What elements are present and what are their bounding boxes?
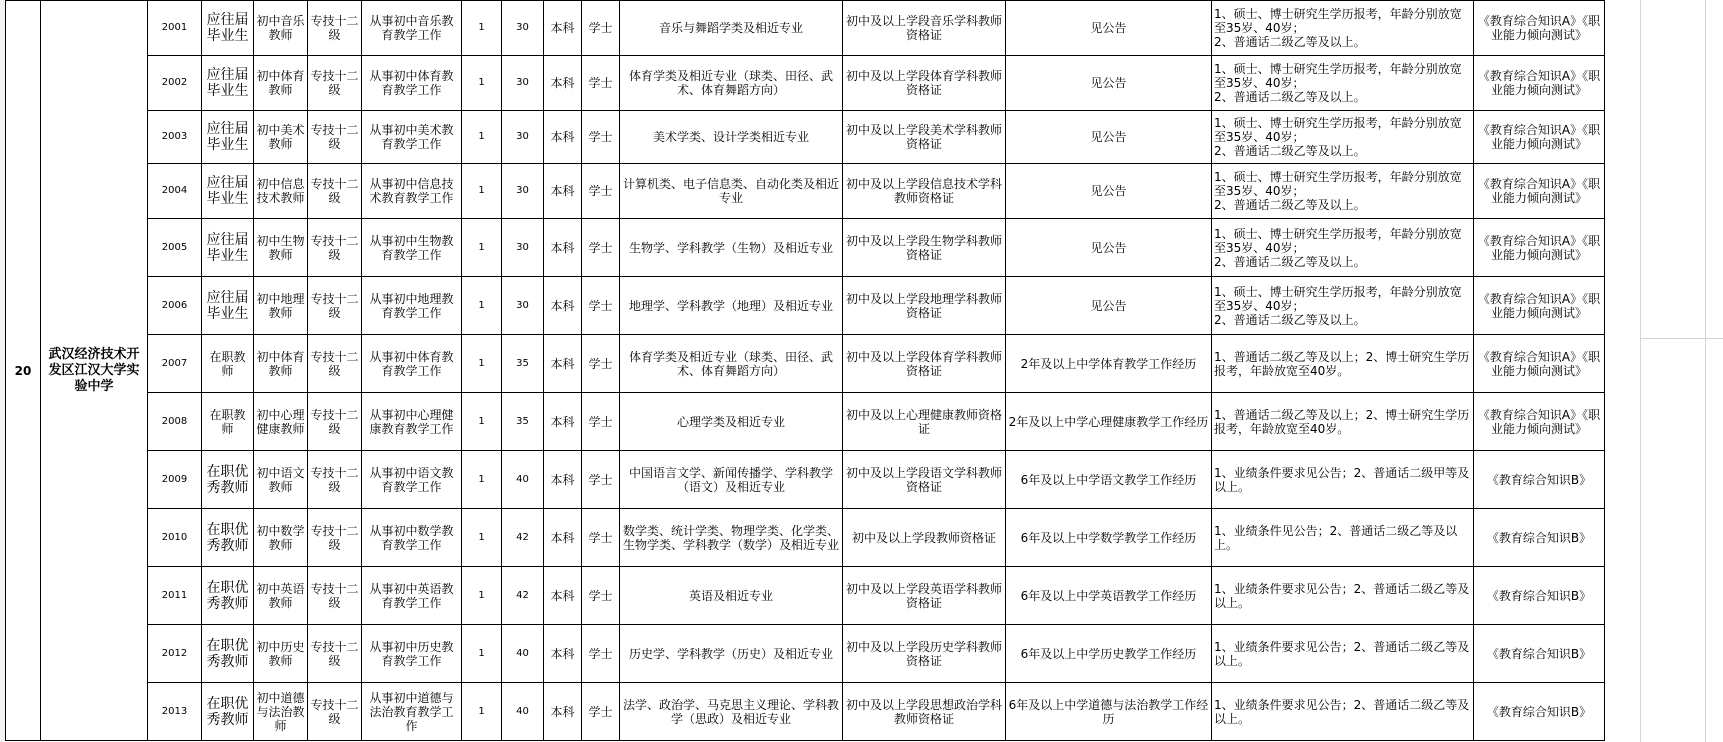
post-grade: 专技十二级 xyxy=(308,683,362,741)
degree: 学士 xyxy=(582,683,620,741)
certificate: 初中及以上心理健康教师资格证 xyxy=(843,393,1006,451)
post-grade: 专技十二级 xyxy=(308,1,362,56)
post-name: 初中历史教师 xyxy=(254,625,308,683)
max-age: 42 xyxy=(502,567,544,625)
major: 心理学类及相近专业 xyxy=(620,393,843,451)
sheet-gridline xyxy=(1640,338,1723,339)
max-age: 30 xyxy=(502,219,544,277)
applicant-type: 在职优秀教师 xyxy=(202,509,254,567)
job-code: 2004 xyxy=(148,164,202,219)
sheet-gridline xyxy=(1705,0,1706,742)
post-name: 初中生物教师 xyxy=(254,219,308,277)
recruitment-table xyxy=(5,0,1610,741)
empty-cell xyxy=(1605,451,1610,509)
exam-subjects: 《教育综合知识A》《职业能力倾向测试》 xyxy=(1474,111,1605,164)
empty-cell xyxy=(1605,335,1610,393)
post-name: 初中体育教师 xyxy=(254,335,308,393)
experience: 6年及以上中学历史教学工作经历 xyxy=(1006,625,1212,683)
empty-cell xyxy=(1605,1,1610,56)
degree: 学士 xyxy=(582,335,620,393)
education: 本科 xyxy=(544,56,582,111)
post-grade: 专技十二级 xyxy=(308,335,362,393)
post-name: 初中地理教师 xyxy=(254,277,308,335)
post-name: 初中英语教师 xyxy=(254,567,308,625)
major: 生物学、学科教学（生物）及相近专业 xyxy=(620,219,843,277)
empty-cell xyxy=(1605,219,1610,277)
job-code: 2007 xyxy=(148,335,202,393)
post-name: 初中数学教师 xyxy=(254,509,308,567)
hire-count: 1 xyxy=(462,335,502,393)
other-requirements: 1、普通话二级乙等及以上；2、博士研究生学历报考，年龄放宽至40岁。 xyxy=(1212,393,1474,451)
major: 体育学类及相近专业（球类、田径、武术、体育舞蹈方向） xyxy=(620,335,843,393)
hire-count: 1 xyxy=(462,451,502,509)
exam-subjects: 《教育综合知识B》 xyxy=(1474,509,1605,567)
job-duty: 从事初中生物教育教学工作 xyxy=(362,219,462,277)
post-grade: 专技十二级 xyxy=(308,56,362,111)
experience: 6年及以上中学数学教学工作经历 xyxy=(1006,509,1212,567)
applicant-type: 应往届毕业生 xyxy=(202,164,254,219)
other-requirements: 1、业绩条件要求见公告；2、普通话二级乙等及以上。 xyxy=(1212,625,1474,683)
other-requirements: 1、硕士、博士研究生学历报考，年龄分别放宽至35岁、40岁； 2、普通话二级乙等及以上。 xyxy=(1212,219,1474,277)
hire-count: 1 xyxy=(462,277,502,335)
table-row xyxy=(6,567,1610,625)
table-row xyxy=(6,164,1610,219)
job-duty: 从事初中心理健康教育教学工作 xyxy=(362,393,462,451)
applicant-type: 应往届毕业生 xyxy=(202,277,254,335)
max-age: 30 xyxy=(502,277,544,335)
post-grade: 专技十二级 xyxy=(308,567,362,625)
job-code: 2006 xyxy=(148,277,202,335)
education: 本科 xyxy=(544,509,582,567)
education: 本科 xyxy=(544,111,582,164)
certificate: 初中及以上学段体育学科教师资格证 xyxy=(843,56,1006,111)
table-row xyxy=(6,111,1610,164)
post-name: 初中道德与法治教师 xyxy=(254,683,308,741)
hire-count: 1 xyxy=(462,1,502,56)
unit-index: 20 xyxy=(6,1,41,741)
unit-name: 武汉经济技术开发区江汉大学实验中学 xyxy=(41,1,148,741)
applicant-type: 应往届毕业生 xyxy=(202,1,254,56)
table-row xyxy=(6,683,1610,741)
major: 英语及相近专业 xyxy=(620,567,843,625)
exam-subjects: 《教育综合知识A》《职业能力倾向测试》 xyxy=(1474,164,1605,219)
table-row xyxy=(6,219,1610,277)
certificate: 初中及以上学段语文学科教师资格证 xyxy=(843,451,1006,509)
job-code: 2002 xyxy=(148,56,202,111)
max-age: 35 xyxy=(502,393,544,451)
empty-cell xyxy=(1605,625,1610,683)
certificate: 初中及以上学段地理学科教师资格证 xyxy=(843,277,1006,335)
max-age: 40 xyxy=(502,683,544,741)
major: 音乐与舞蹈学类及相近专业 xyxy=(620,1,843,56)
exam-subjects: 《教育综合知识A》《职业能力倾向测试》 xyxy=(1474,219,1605,277)
certificate: 初中及以上学段生物学科教师资格证 xyxy=(843,219,1006,277)
max-age: 30 xyxy=(502,111,544,164)
experience: 见公告 xyxy=(1006,219,1212,277)
hire-count: 1 xyxy=(462,625,502,683)
post-grade: 专技十二级 xyxy=(308,277,362,335)
exam-subjects: 《教育综合知识B》 xyxy=(1474,567,1605,625)
job-duty: 从事初中道德与法治教育教学工作 xyxy=(362,683,462,741)
major: 美术学类、设计学类相近专业 xyxy=(620,111,843,164)
education: 本科 xyxy=(544,451,582,509)
other-requirements: 1、硕士、博士研究生学历报考，年龄分别放宽至35岁、40岁； 2、普通话二级乙等及以上。 xyxy=(1212,111,1474,164)
max-age: 30 xyxy=(502,1,544,56)
post-grade: 专技十二级 xyxy=(308,164,362,219)
table-row xyxy=(6,393,1610,451)
education: 本科 xyxy=(544,335,582,393)
major: 数学类、统计学类、物理学类、化学类、生物学类、学科教学（数学）及相近专业 xyxy=(620,509,843,567)
exam-subjects: 《教育综合知识A》《职业能力倾向测试》 xyxy=(1474,1,1605,56)
hire-count: 1 xyxy=(462,56,502,111)
applicant-type: 在职优秀教师 xyxy=(202,567,254,625)
table-row xyxy=(6,277,1610,335)
max-age: 42 xyxy=(502,509,544,567)
job-duty: 从事初中信息技术教育教学工作 xyxy=(362,164,462,219)
job-duty: 从事初中美术教育教学工作 xyxy=(362,111,462,164)
certificate: 初中及以上学段英语学科教师资格证 xyxy=(843,567,1006,625)
other-requirements: 1、业绩条件要求见公告；2、普通话二级乙等及以上。 xyxy=(1212,683,1474,741)
exam-subjects: 《教育综合知识A》《职业能力倾向测试》 xyxy=(1474,277,1605,335)
max-age: 30 xyxy=(502,56,544,111)
other-requirements: 1、硕士、博士研究生学历报考，年龄分别放宽至35岁、40岁； 2、普通话二级乙等及以上。 xyxy=(1212,1,1474,56)
major: 体育学类及相近专业（球类、田径、武术、体育舞蹈方向） xyxy=(620,56,843,111)
table-row xyxy=(6,1,1610,56)
max-age: 30 xyxy=(502,164,544,219)
job-duty: 从事初中音乐教育教学工作 xyxy=(362,1,462,56)
education: 本科 xyxy=(544,1,582,56)
max-age: 35 xyxy=(502,335,544,393)
job-duty: 从事初中数学教育教学工作 xyxy=(362,509,462,567)
exam-subjects: 《教育综合知识A》《职业能力倾向测试》 xyxy=(1474,56,1605,111)
job-duty: 从事初中历史教育教学工作 xyxy=(362,625,462,683)
experience: 见公告 xyxy=(1006,56,1212,111)
experience: 2年及以上中学体育教学工作经历 xyxy=(1006,335,1212,393)
empty-cell xyxy=(1605,393,1610,451)
job-duty: 从事初中英语教育教学工作 xyxy=(362,567,462,625)
applicant-type: 在职优秀教师 xyxy=(202,683,254,741)
table-row xyxy=(6,625,1610,683)
job-code: 2011 xyxy=(148,567,202,625)
degree: 学士 xyxy=(582,277,620,335)
education: 本科 xyxy=(544,219,582,277)
empty-cell xyxy=(1605,683,1610,741)
degree: 学士 xyxy=(582,111,620,164)
post-grade: 专技十二级 xyxy=(308,111,362,164)
other-requirements: 1、硕士、博士研究生学历报考，年龄分别放宽至35岁、40岁； 2、普通话二级乙等及以上。 xyxy=(1212,56,1474,111)
certificate: 初中及以上学段美术学科教师资格证 xyxy=(843,111,1006,164)
job-duty: 从事初中体育教育教学工作 xyxy=(362,56,462,111)
other-requirements: 1、业绩条件见公告；2、普通话二级乙等及以上。 xyxy=(1212,509,1474,567)
degree: 学士 xyxy=(582,1,620,56)
applicant-type: 在职教师 xyxy=(202,335,254,393)
other-requirements: 1、普通话二级乙等及以上；2、博士研究生学历报考，年龄放宽至40岁。 xyxy=(1212,335,1474,393)
job-code: 2012 xyxy=(148,625,202,683)
other-requirements: 1、业绩条件要求见公告；2、普通话二级甲等及以上。 xyxy=(1212,451,1474,509)
education: 本科 xyxy=(544,683,582,741)
empty-cell xyxy=(1605,164,1610,219)
table-row xyxy=(6,335,1610,393)
hire-count: 1 xyxy=(462,393,502,451)
post-grade: 专技十二级 xyxy=(308,219,362,277)
empty-cell xyxy=(1605,509,1610,567)
post-grade: 专技十二级 xyxy=(308,393,362,451)
hire-count: 1 xyxy=(462,164,502,219)
empty-cell xyxy=(1605,111,1610,164)
job-code: 2005 xyxy=(148,219,202,277)
experience: 6年及以上中学英语教学工作经历 xyxy=(1006,567,1212,625)
applicant-type: 应往届毕业生 xyxy=(202,56,254,111)
certificate: 初中及以上学段体育学科教师资格证 xyxy=(843,335,1006,393)
experience: 6年及以上中学语文教学工作经历 xyxy=(1006,451,1212,509)
exam-subjects: 《教育综合知识A》《职业能力倾向测试》 xyxy=(1474,393,1605,451)
other-requirements: 1、硕士、博士研究生学历报考，年龄分别放宽至35岁、40岁； 2、普通话二级乙等及以上。 xyxy=(1212,277,1474,335)
experience: 见公告 xyxy=(1006,164,1212,219)
major: 计算机类、电子信息类、自动化类及相近专业 xyxy=(620,164,843,219)
hire-count: 1 xyxy=(462,683,502,741)
degree: 学士 xyxy=(582,509,620,567)
job-duty: 从事初中地理教育教学工作 xyxy=(362,277,462,335)
job-duty: 从事初中体育教育教学工作 xyxy=(362,335,462,393)
certificate: 初中及以上学段教师资格证 xyxy=(843,509,1006,567)
degree: 学士 xyxy=(582,56,620,111)
job-code: 2008 xyxy=(148,393,202,451)
empty-cell xyxy=(1605,277,1610,335)
education: 本科 xyxy=(544,277,582,335)
degree: 学士 xyxy=(582,451,620,509)
applicant-type: 应往届毕业生 xyxy=(202,219,254,277)
empty-cell xyxy=(1605,56,1610,111)
degree: 学士 xyxy=(582,393,620,451)
job-duty: 从事初中语文教育教学工作 xyxy=(362,451,462,509)
sheet-gridline xyxy=(1640,0,1641,742)
empty-cell xyxy=(1605,567,1610,625)
job-code: 2009 xyxy=(148,451,202,509)
job-code: 2003 xyxy=(148,111,202,164)
major: 法学、政治学、马克思主义理论、学科教学（思政）及相近专业 xyxy=(620,683,843,741)
post-name: 初中体育教师 xyxy=(254,56,308,111)
hire-count: 1 xyxy=(462,111,502,164)
exam-subjects: 《教育综合知识B》 xyxy=(1474,625,1605,683)
post-grade: 专技十二级 xyxy=(308,451,362,509)
max-age: 40 xyxy=(502,625,544,683)
hire-count: 1 xyxy=(462,567,502,625)
job-code: 2001 xyxy=(148,1,202,56)
applicant-type: 在职优秀教师 xyxy=(202,451,254,509)
certificate: 初中及以上学段历史学科教师资格证 xyxy=(843,625,1006,683)
certificate: 初中及以上学段思想政治学科教师资格证 xyxy=(843,683,1006,741)
degree: 学士 xyxy=(582,219,620,277)
post-name: 初中信息技术教师 xyxy=(254,164,308,219)
post-name: 初中语文教师 xyxy=(254,451,308,509)
certificate: 初中及以上学段音乐学科教师资格证 xyxy=(843,1,1006,56)
experience: 6年及以上中学道德与法治教学工作经历 xyxy=(1006,683,1212,741)
experience: 见公告 xyxy=(1006,277,1212,335)
post-name: 初中美术教师 xyxy=(254,111,308,164)
job-code: 2013 xyxy=(148,683,202,741)
hire-count: 1 xyxy=(462,509,502,567)
table-row xyxy=(6,509,1610,567)
experience: 见公告 xyxy=(1006,111,1212,164)
job-code: 2010 xyxy=(148,509,202,567)
other-requirements: 1、硕士、博士研究生学历报考，年龄分别放宽至35岁、40岁； 2、普通话二级乙等及以上。 xyxy=(1212,164,1474,219)
degree: 学士 xyxy=(582,164,620,219)
experience: 2年及以上中学心理健康教学工作经历 xyxy=(1006,393,1212,451)
post-name: 初中心理健康教师 xyxy=(254,393,308,451)
exam-subjects: 《教育综合知识A》《职业能力倾向测试》 xyxy=(1474,335,1605,393)
hire-count: 1 xyxy=(462,219,502,277)
max-age: 40 xyxy=(502,451,544,509)
exam-subjects: 《教育综合知识B》 xyxy=(1474,451,1605,509)
applicant-type: 在职优秀教师 xyxy=(202,625,254,683)
post-grade: 专技十二级 xyxy=(308,625,362,683)
applicant-type: 应往届毕业生 xyxy=(202,111,254,164)
post-grade: 专技十二级 xyxy=(308,509,362,567)
education: 本科 xyxy=(544,164,582,219)
education: 本科 xyxy=(544,625,582,683)
post-name: 初中音乐教师 xyxy=(254,1,308,56)
degree: 学士 xyxy=(582,625,620,683)
other-requirements: 1、业绩条件要求见公告；2、普通话二级乙等及以上。 xyxy=(1212,567,1474,625)
exam-subjects: 《教育综合知识B》 xyxy=(1474,683,1605,741)
major: 地理学、学科教学（地理）及相近专业 xyxy=(620,277,843,335)
table-row xyxy=(6,56,1610,111)
education: 本科 xyxy=(544,393,582,451)
certificate: 初中及以上学段信息技术学科教师资格证 xyxy=(843,164,1006,219)
major: 中国语言文学、新闻传播学、学科教学（语文）及相近专业 xyxy=(620,451,843,509)
table-row xyxy=(6,451,1610,509)
major: 历史学、学科教学（历史）及相近专业 xyxy=(620,625,843,683)
applicant-type: 在职教师 xyxy=(202,393,254,451)
degree: 学士 xyxy=(582,567,620,625)
education: 本科 xyxy=(544,567,582,625)
experience: 见公告 xyxy=(1006,1,1212,56)
